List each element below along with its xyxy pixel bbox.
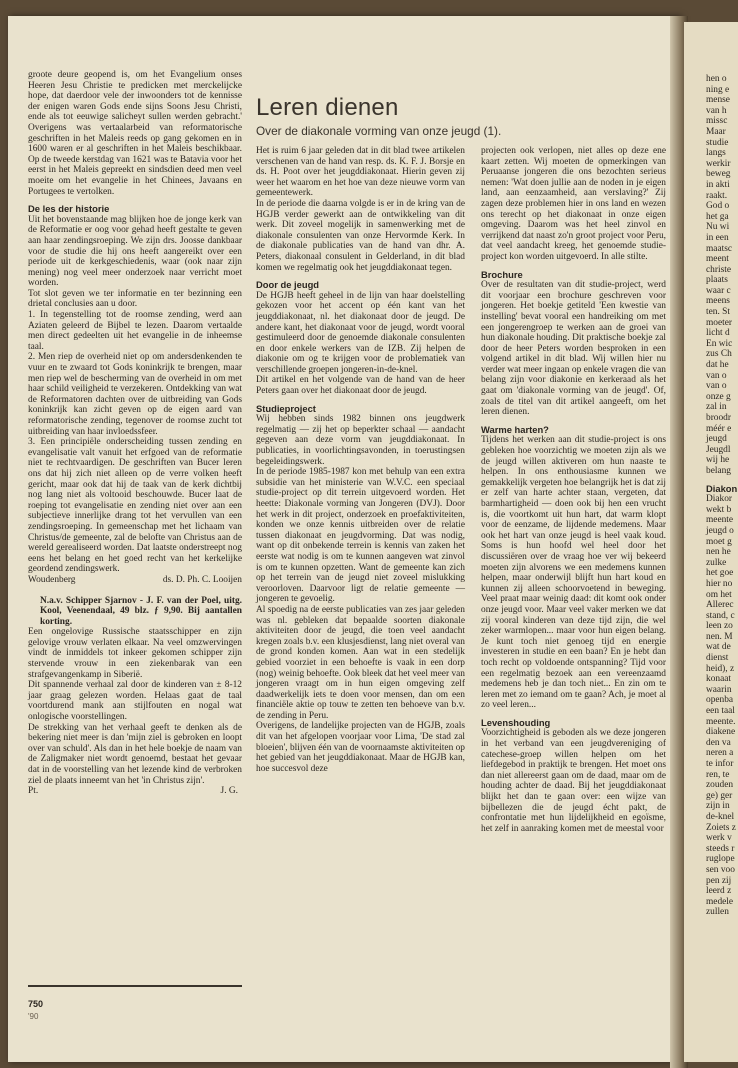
next-page-line: wij he — [706, 455, 730, 466]
paragraph: 3. Een principiële onderscheiding tussen zending en evangelisatie valt vanuit het erfgoed van de reformatie niet te rechtvaardigen. De geschriften van Bucer leren ons dat hij zich niet alleen op de verre volken heeft gericht, maar ook dat hij de taak van de kerk dichtbij nog lang niet als voltooid beschouwde. Bucer laat de roeping tot evangelisatie en zending niet over aan een subjectieve innerlijke drang tot het vervullen van een zendingsroeping. In gemeenschap met het lichaam van Christus/de gemeente, zal de belofte van Christus aan de wereld gerealiseerd worden. Dat laatste onderstreept nog eens het belang en het goed recht van het kerkelijke geordend zendingswerk. — [28, 437, 242, 575]
paragraph: 1. In tegenstelling tot de roomse zending, werd aan Aziaten geleerd de Bijbel te lezen. Daarom vertaalde men direct gedeelten uit het evangelie in de inheemse taal. — [28, 310, 242, 352]
next-page-line: Nu wi — [706, 222, 730, 233]
next-page-line: moet g — [706, 536, 732, 547]
paragraph: Voorzichtigheid is geboden als we deze jongeren in het verband van een jeugdvereniging of catechese-groep willen helpen om het liefdegebod in praktijk te brengen. Het moet ons dan niet allereerst gaan om de daad, maar om de houding achter de daad. Bij het jeugddiakonaat blijkt het dan te gaan over: een wijze van bijbellezen die de jeugd écht pakt, de confrontatie met hun lijdelijkheid en egoïsme, het zelf in aanraking komen met de meestal voor — [481, 728, 666, 834]
next-page-line: werk v — [706, 833, 732, 844]
next-page-line: diakene — [706, 727, 736, 738]
paragraph: In de periode 1985-1987 kon met behulp van een extra subsidie van het ministerie van W.V.C. een speciaal studie-project op dit terrein uitgevoerd worden. Het heette: Diakonale vorming van Jongeren (DVJ). Door het werk in dit project, onderzoek en proefaktiviteiten, konden we onze kennis uitbreiden over de relatie tussen diakonaat en jeugdvorming. Dat was nodig, want op dit onbekende terrein is kennis van zaken het eerste wat nodig is om te kunnen aangeven wat zinvol is om te kunnen opzetten. Want de gemeente kan zich op het terrein van de jeugd niet zoveel mislukking veroorloven. Daarvoor ligt de relatie gemeente — jongeren te gevoelig. — [256, 467, 465, 605]
next-page-line: zijn in — [706, 801, 730, 812]
next-page-line: van h — [706, 105, 727, 116]
next-page-line: zulke — [706, 557, 727, 568]
next-page-line: leen zo — [706, 621, 733, 632]
next-page-line: Zoiets z — [706, 822, 736, 833]
page-number: 750 — [28, 999, 44, 1009]
next-page-lines-top — [706, 74, 738, 477]
next-page-line: onze g — [706, 391, 731, 402]
next-page-line: ruglope — [706, 854, 735, 865]
middle-column — [256, 146, 465, 774]
next-page-line: Diakor — [706, 494, 733, 505]
next-page-line: moeter — [706, 317, 733, 328]
article-subtitle: Over de diakonale vorming van onze jeugd (1). — [256, 124, 502, 138]
next-page-line: het ga — [706, 211, 729, 222]
paragraph: Een ongelovige Russische staatsschipper en zijn gelovige vrouw verlaten elkaar. Na veel omzwervingen vindt de inmiddels tot inkeer gekomen schipper zijn stervende vrouw in een ziekenbarak van een strafgevangenkamp in Siberië. — [28, 627, 242, 680]
next-page-column — [706, 74, 738, 918]
paragraph: Al spoedig na de eerste publicaties van zes jaar geleden was nl. gebleken dat bepaalde soorten diakonale aktiviteiten door de jeugd, die toen veel aandacht kregen zoals b.v. een klusjesdienst, lang niet overal van de grond konden komen. Aan wat in een stedelijk gebied voorziet in een behoefte is vaak in een dorp (nog) weinig behoefte. Ook bleek dat het veel meer van jongeren vraagt om in hun eigen omgeving zelf daadwerkelijk iets te doen voor mensen, dan om een financiële aktie op touw te zetten ten behoeve van b.v. de zending in Peru. — [256, 604, 465, 721]
next-page-line: ge) ger — [706, 790, 733, 801]
footer-rule — [28, 985, 242, 987]
next-page-line: meente — [706, 515, 734, 526]
next-page-line: waarin — [706, 684, 732, 695]
next-page-line: hier no — [706, 578, 733, 589]
paragraph: Het is ruim 6 jaar geleden dat in dit blad twee artikelen verschenen van de hand van resp. ds. K. F. J. Borsje en ds. H. Poot over het jeugddiakonaat. Hierin geven zij weer het waarom en het hoe van deze nieuwe vorm van gemeentewerk. — [256, 146, 465, 199]
next-page-line: meens — [706, 296, 730, 307]
next-page-line: van o — [706, 381, 727, 392]
next-page-line: neren a — [706, 748, 734, 759]
book-reference: N.a.v. Schipper Sjarnov - J. F. van der Poel, uitg. Kool, Veenendaal, 49 blz. ƒ 9,90. Bij aantallen korting. — [40, 595, 242, 627]
next-page-line: stand, c — [706, 610, 735, 621]
next-page-line: sen voo — [706, 864, 735, 875]
next-page-line: hen o — [706, 74, 727, 84]
next-page-line: dat he — [706, 360, 729, 371]
next-page-line: jeugd o — [706, 525, 734, 536]
next-page-line: een taal — [706, 706, 735, 717]
signature-place: Woudenberg — [28, 574, 76, 585]
next-page-line: plaats — [706, 275, 728, 286]
paragraph: Over de resultaten van dit studie-project, werd dit voorjaar een brochure geschreven voor jongeren. Het boekje getiteld 'Een kwestie van instelling' bevat vooral een handreiking om met een jongerengroep te werken aan de groei van hun diakonale houding. Dit praktische boekje zal door de heer Peters worden besproken in een volgend artikel in dit blad. Wij willen hier nu verder wat meer ingaan op enkele vragen die van belang zijn voor diakonie en kerkeraad als het gaat om 'diakonale vorming van de jeugd'. Of, zoals de titel van dit artikel aangeeft, om het leren dienen. — [481, 280, 666, 418]
paragraph: Uit het bovenstaande mag blijken hoe de jonge kerk van de Reformatie er oog voor gehad heeft gestalte te geven aan haar zendingsroeping. We zijn drs. Joosse dankbaar voor de studie die hij ons heeft aangereikt over een periode uit de kerkgeschiedenis, waar (ook naar zijn mening) nog veel meer onderzoek naar verricht moet worden. — [28, 214, 242, 289]
left-column — [28, 70, 242, 797]
next-page-line: jeugd — [706, 434, 727, 445]
next-page-line: pen zij — [706, 875, 732, 886]
next-page-line: konaat — [706, 674, 731, 685]
next-page-line: wat de — [706, 642, 731, 653]
next-page-lines-bottom — [706, 494, 738, 918]
next-page-line: zus Ch — [706, 349, 732, 360]
next-page-line: steeds r — [706, 843, 735, 854]
article-title: Leren dienen — [256, 94, 399, 121]
next-page-line: wekt b — [706, 504, 732, 515]
next-page-line: ten. St — [706, 307, 730, 318]
next-page-line: maatsc — [706, 243, 733, 254]
paragraph: In de periode die daarna volgde is er in de kring van de HGJB verder gewerkt aan de ontwikkeling van dit werk. Dit zoveel mogelijk in samenwerking met de diakonale consulenten van onze Hervormde Kerk. In de diakonale publicaties van de hand van dhr. A. Peters, diakonaal consulent in Gelderland, in dit blad komen we regelmatig ook het jeugddiakonaat tegen. — [256, 198, 465, 273]
next-page-line: waar c — [706, 285, 731, 296]
next-page-line: nen. M — [706, 631, 733, 642]
next-page-line: God o — [706, 201, 730, 212]
section-heading: Door de jeugd — [256, 279, 320, 291]
paragraph: 2. Men riep de overheid niet op om andersdenkenden te vuur en te zwaard tot Gods koninkrijk te brengen, maar men riep wel de bescherming van de overheid in om met haar schild veiligheid te verzekeren. Ontdekking van wat de Reformatoren dachten over de uitbreiding van Gods koninkrijk kan zicht geven op de eigen aard van reformatorische zending, tegenover de roomse zucht tot uitbreiding van haar invloedssfeer. — [28, 352, 242, 437]
next-page-line: En wic — [706, 338, 733, 349]
paragraph: Tot slot geven we ter informatie en ter bezinning een drietal conclusies aan u door. — [28, 288, 242, 310]
next-page-line: werkir — [706, 158, 731, 169]
next-page-line: raakt. — [706, 190, 728, 201]
next-page-line: beweg — [706, 169, 731, 180]
next-page-line: missc — [706, 116, 728, 127]
next-page-line: ren, te — [706, 769, 730, 780]
next-page-line: zal in — [706, 402, 727, 413]
next-page-line: ning e — [706, 84, 730, 95]
signature-place: Pt. — [28, 786, 39, 797]
signature-name: ds. D. Ph. C. Looijen — [162, 574, 242, 585]
next-page-line: méér e — [706, 423, 732, 434]
paragraph: Tijdens het werken aan dit studie-project is ons gebleken hoe voorzichtig we moeten zijn als we de jeugd willen aktiveren om hun naaste te helpen. In ons enthousiasme kunnen we gemakkelijk vergeten hoe belangrijk het is dat zij er zelf van harte achter staan, vergeten, dat barmhartigheid — doen ook bij hen een vrucht is, die voortkomt uit hun hart, dat warm klopt voor de eenzame, de lijdende medemens. Maar ook het hart van onze jeugd is heel vaak koud. Soms is hun hoofd wel heel door het discussiëren over de vraag hoe ver wij bekeerd moeten zijn alvorens we een medemens kunnen helpen, maar onderwijl blijft hun hart koud en kunnen zij alleen schoorvoetend in beweging. Veel praat maar weinig daad: dit komt ook onder onze jeugd voor. Maar veel vaker merken we dat zij vooral kinderen van deze tijd zijn, die wel zeker warmlopen... maar voor hun eigen belang. Je kunt toch niet genoeg tijd en energie investeren in studie en een baan? En je hebt dan toch recht op voldoende ontspanning? Tijd voor een regelmatig bezoek aan een vereenzaamd medemens heb je dan toch niet... En zin om te leren met zo iemand om te gaan? Ach, je moet al zo veel leren... — [481, 435, 666, 711]
next-page-line: het goe — [706, 568, 734, 579]
next-page-line: meente. — [706, 716, 736, 727]
next-page-line: de-knel — [706, 811, 735, 822]
page-number-secondary: '90 — [28, 1012, 39, 1021]
next-page-line: licht d — [706, 328, 730, 339]
signature-name: J. G. — [220, 786, 238, 797]
next-page-line: broodr — [706, 413, 731, 423]
next-page-line: christe — [706, 264, 731, 275]
right-column — [481, 146, 666, 834]
next-page-line: openba — [706, 695, 734, 706]
paragraph: Dit artikel en het volgende van de hand van de heer Peters gaan over het diakonaat door de jeugd. — [256, 375, 465, 397]
paragraph: Wij hebben sinds 1982 binnen ons jeugdwerk regelmatig — zij het op beperkter schaal — aandacht gegeven aan deze vorm van jeugddiakonaat. In publicaties, in voorlichtingsavonden, in toerustingsen begeleidingswerk. — [256, 414, 465, 467]
next-page-line: den va — [706, 737, 731, 748]
next-page-line: zullen — [706, 907, 729, 918]
signature — [28, 575, 242, 586]
next-page-line: Jeugdl — [706, 444, 731, 455]
next-page-line: heid), z — [706, 663, 735, 674]
next-page-line: zouden — [706, 780, 734, 791]
next-page-line: van o — [706, 370, 727, 381]
next-page-line: in een — [706, 232, 729, 243]
next-page-line: studie — [706, 137, 729, 148]
paragraph: Dit spannende verhaal zal door de kinderen van ± 8-12 jaar graag gelezen worden. Helaas gaat de taal voortdurend mank aan stijlfouten en nogal wat onlogische voorstellingen. — [28, 680, 242, 723]
next-page-line: mense — [706, 95, 730, 106]
section-heading: Brochure — [481, 268, 523, 280]
next-page-line: nen he — [706, 547, 731, 558]
next-page-line: belang — [706, 465, 731, 476]
next-page-heading: Diakon — [706, 482, 738, 494]
review-signature — [28, 786, 242, 797]
next-page-line: medele — [706, 896, 734, 907]
next-page-line: Maar — [706, 126, 726, 137]
section-heading: Levenshouding — [481, 716, 551, 728]
next-page-line: Allerec — [706, 600, 734, 611]
paragraph: De strekking van het verhaal geeft te denken als de bekering niet meer is dan 'mijn ziel is gebroken en loopt over van schuld'. Als dan in het hele boekje de naam van de Zaligmaker niet wordt genoemd, bestaat het gevaar dat in de voorstelling van het lezende kind de verbroken ziel de plaats inneemt van het 'in Christus zijn'. — [28, 722, 242, 786]
paragraph: Overigens, de landelijke projecten van de HGJB, zoals dit van het afgelopen voorjaar voor Lima, 'De stad zal bloeien', blijven één van de voornaamste aktiviteiten op het gebied van het jeugddiakonaat. Maar de HGJB kan, hoe succesvol deze — [256, 721, 465, 774]
next-page-line: te infor — [706, 759, 734, 769]
section-heading: Warme harten? — [481, 423, 549, 435]
next-page-line: om het — [706, 589, 732, 600]
section-heading: De les der historie — [28, 203, 110, 215]
next-page-line: leerd z — [706, 886, 732, 897]
next-page-line: in akti — [706, 179, 730, 190]
section-heading: Studieproject — [256, 402, 316, 414]
next-page-line: langs — [706, 148, 726, 159]
paragraph: projecten ook verlopen, niet alles op deze ene kaart zetten. Wij moeten de opmerkingen van Peruaanse jongeren die ons bezochten serieus nemen: 'Wat doen jullie aan de noden in je eigen land, aan eenzaamheid, aan verslaving?' Zij zagen deze problemen hier in ons land en wezen ons terecht op het diakonaat in onze eigen omgeving. Daarom was het heel zinvol en verrijkend dat naast zo'n groot project voor Peru, dat veel aandacht kreeg, het genoemde studie-project kon worden uitgevoerd. In alle stilte. — [481, 146, 666, 262]
next-page-line: meent — [706, 254, 729, 265]
paragraph: De HGJB heeft geheel in de lijn van haar doelstelling gekozen voor het accent op één kant van het jeugddiakonaat, nl. het diakonaat door de jeugd. De andere kant, het diakonaat voor de jeugd, wordt vooral gestimuleerd door de genoemde diakonale consulenten en door enkele werkers van de IZB. Zij helpen de diakonie om og te krijgen voor de problematiek van verschillende groepen jongeren-in-de-knel. — [256, 290, 465, 375]
intro-paragraph: groote deure geopend is, om het Evangelium onses Heeren Jesu Christie te predicken met merckelijcke hope, dat daerdoor vele der inwoonders tot de kennisse der enigen waren Gods ende sijns Soons Jesu Christi, ende als tot eeuwige salicheyt sullen werden gebracht.' Overigens was vertaalarbeid van reformatorische geschriften in het Maleis reeds op gang gekomen en in 1600 waren er al geschriften in het Maleis beschikbaar. Op de tweede kerstdag van 1621 was te Batavia voor het eerst in het Maleis gepreekt en sindsdien deed men veel moeite om het evangelie in het Chinees, Javaans en Portugees te vertolken. — [28, 70, 242, 197]
next-page-line: dienst — [706, 653, 729, 664]
